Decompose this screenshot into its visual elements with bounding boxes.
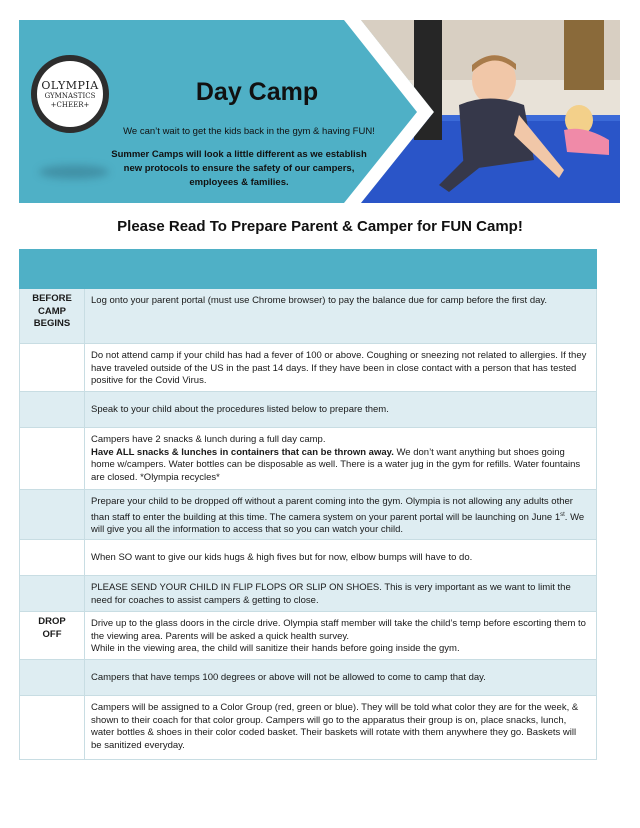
row-label [20,540,85,576]
row-label-text [20,696,84,701]
row-text-part: We don’t want anything but shoes going home w/campers. Water bottles can be disposable as well. There is a water jug in the gym for refills. Water fountains are closed. *Olympia recycles* [91,446,581,483]
row-text-part: Drive up to the glass doors in the circle drive. Olympia staff member will take the child’s temp before escorting them to the viewing area. Parents will be asked a quick health survey. [91,618,586,642]
page-heading: Please Read To Prepare Parent & Camper for FUN Camp! [117,218,523,235]
banner-notice: Summer Camps will look a little different as we establish new protocols to ensure the safety of our campers, employees & families. [111,149,367,188]
row-label [20,696,85,760]
row-label-text [20,392,84,397]
row-label [20,612,85,660]
row-text [85,289,597,344]
table-row [20,576,597,612]
row-label [20,490,85,540]
row-text [85,612,597,660]
row-label-text [20,344,84,349]
table-row [20,428,597,490]
row-label-text [20,576,84,581]
row-text [85,490,597,540]
row-text-content: Speak to your child about the procedures listed below to prepare them. [91,404,389,415]
row-label-text [20,428,84,433]
row-label [20,660,85,696]
banner-subtitle: We can’t wait to get the kids back in the gym & having FUN! [123,126,375,137]
row-label [20,344,85,392]
row-text-content: Campers that have temps 100 degrees or above will not be allowed to come to camp that day. [91,672,486,683]
header-banner [19,20,620,203]
row-text-content: Log onto your parent portal (must use Chrome browser) to pay the balance due for camp before the first day. [91,295,548,306]
row-text-part: While in the viewing area, the child will sanitize their hands before going inside the gym. [91,643,460,654]
row-label-text [20,490,84,495]
row-text [85,344,597,392]
row-text-sup: st [560,511,565,518]
row-text [85,428,597,490]
logo-line-1: OLYMPIA [41,78,99,92]
row-text [85,392,597,428]
logo-line-2: GYMNASTICS [44,91,96,100]
row-label [20,392,85,428]
row-label-text: BEFORE CAMP BEGINS [32,293,72,329]
row-text-part: . We will give you all the information to access that so you can watch your child. [91,511,585,536]
row-text-content: Campers will be assigned to a Color Group (red, green or blue). They will be told what color they are for the week, & shown to their coach for that color group. Campers will go to the apparatus their group is on, place snacks, lunch, water bottles & shoes in their color coded basket. Their baskets will rotate with them anywhere they go. Baskets will be sanitized everyday. [91,702,579,751]
row-text-bold: Have ALL snacks & lunches in containers that can be thrown away. [91,446,394,458]
table-header-row [20,250,597,289]
table-row [20,612,597,660]
olympia-logo [31,55,109,133]
row-label [20,576,85,612]
logo-shadow [39,165,109,179]
row-text [85,660,597,696]
row-text [85,540,597,576]
row-text [85,576,597,612]
row-text-content: PLEASE SEND YOUR CHILD IN FLIP FLOPS OR SLIP ON SHOES. This is very important as we want to limit the need for coaches to assist campers & getting to close. [91,582,571,606]
header-cell-left [20,250,85,289]
table-row [20,540,597,576]
banner-title: Day Camp [195,78,319,106]
row-label-text [20,660,84,665]
row-text [85,696,597,760]
table-row [20,344,597,392]
table-row [20,392,597,428]
instructions-table [19,249,597,760]
row-text-content: When SO want to give our kids hugs & high fives but for now, elbow bumps will have to do. [91,552,473,563]
row-label [20,289,85,344]
row-label [20,428,85,490]
logo-line-3: +CHEER+ [50,100,90,109]
table-row [20,289,597,344]
row-text-part: Campers have 2 snacks & lunch during a full day camp. [91,434,326,445]
header-cell-right [85,250,597,289]
table-row [20,696,597,760]
row-label-text: DROP OFF [38,616,66,640]
row-text-part: Prepare your child to be dropped off without a parent coming into the gym. Olympia is not allowing any adults other than staff to enter the building at this time. The camera system on your parent portal will be launching on June 1 [91,496,573,523]
row-text-content: Do not attend camp if your child has had a fever of 100 or above. Coughing or sneezing not related to allergies. If they have traveled outside of the US in the past 14 days. If they have been in close contact with a person that has tested positive for the Covid Virus. [91,350,587,386]
row-label-text [20,540,84,545]
table-row [20,490,597,540]
table-row [20,660,597,696]
